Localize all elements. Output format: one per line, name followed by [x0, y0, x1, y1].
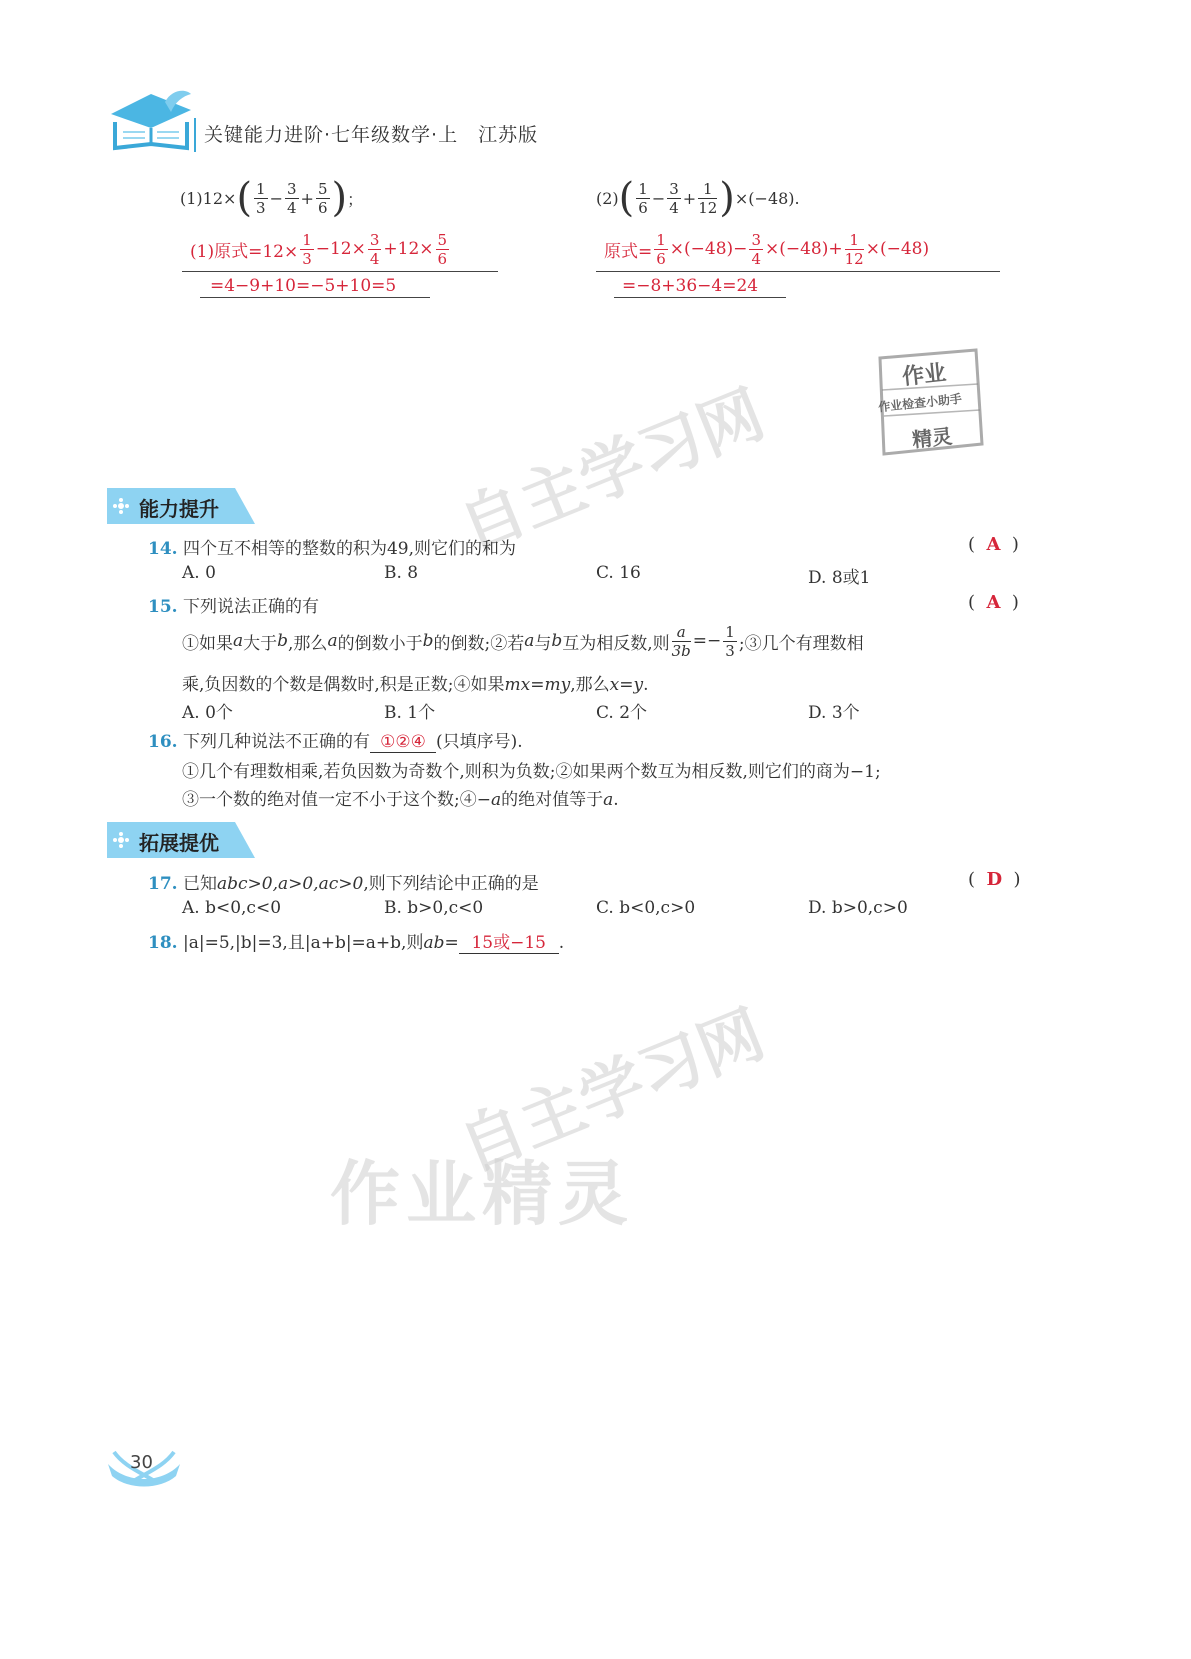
section-title-ability: 能力提升: [139, 497, 219, 521]
q14-stem: 14. 四个互不相等的整数的积为49,则它们的和为: [148, 539, 517, 559]
ex1-label: (1)12×: [180, 188, 237, 208]
ex1-frac-1: $\frac{1}{3}$: [256, 179, 266, 217]
header-divider: [194, 118, 196, 152]
section-title-extension: 拓展提优: [139, 831, 219, 855]
q17-option-c: C. b<0,c>0: [596, 898, 696, 918]
q16-line-1: ①几个有理数相乘,若负因数为奇数个,则积为负数;②如果两个数互为相反数,则它们的商为−1;: [182, 762, 881, 782]
watermark-1: 自主学习网: [450, 377, 775, 566]
ex2-answer-line2: =−8+36−4=24: [622, 276, 759, 296]
q15-option-c: C. 2个: [596, 703, 648, 723]
header-title: 关键能力进阶·七年级数学·上 江苏版: [204, 124, 539, 146]
ex2-answer-rule-2: [614, 297, 786, 298]
section-banner-extension: [107, 822, 247, 858]
ex1-answer-line2: =4−9+10=−5+10=5: [210, 276, 397, 296]
ex2-frac-3: $\frac{1}{12}$: [698, 179, 718, 217]
q17-answer: ( D ): [968, 869, 1021, 890]
stamp: [868, 344, 988, 462]
q14-option-c: C. 16: [596, 563, 641, 583]
stamp-bottom: 精灵: [911, 423, 954, 453]
q15-option-a: A. 0个: [182, 703, 233, 723]
section-banner-ability: [107, 488, 247, 524]
q16-stem: 16. 下列几种说法不正确的有 ①②④ (只填序号).: [148, 732, 523, 752]
header-logo: [105, 88, 200, 154]
ex1-frac-2: $\frac{3}{4}$: [287, 179, 297, 217]
q17-stem: 17. 已知abc>0,a>0,ac>0,则下列结论中正确的是: [148, 874, 539, 894]
q14-option-a: A. 0: [182, 563, 216, 583]
q15-option-d: D. 3个: [808, 703, 860, 723]
q15-line-1: ①如果 a 大于 b ,那么 a 的倒数小于 b 的倒数;②若 a 与 b 互为相反数,则 $\frac{a}{3b}$ =− $\frac{1}{3}$ ;③几个有理数相: [182, 622, 864, 660]
watermark-2: 自主学习网: [450, 997, 775, 1186]
exercise-2: (2) ( $\frac{1}{6}$ − $\frac{3}{4}$ + $\frac{1}{12}$ ) ×(−48).: [596, 175, 800, 221]
q14-option-d: D. 8或1: [808, 568, 871, 588]
q14-answer: ( A ): [968, 534, 1019, 555]
ex2-frac-1: $\frac{1}{6}$: [638, 179, 648, 217]
q14-option-b: B. 8: [384, 563, 419, 583]
q17-option-a: A. b<0,c<0: [182, 898, 282, 918]
ex2-frac-2: $\frac{3}{4}$: [669, 179, 679, 217]
page-number: 30: [130, 1452, 153, 1473]
q17-option-d: D. b>0,c>0: [808, 898, 908, 918]
ex2-answer-line1: 原式= $\frac{1}{6}$ ×(−48)− $\frac{3}{4}$ ×(−48)+ $\frac{1}{12}$ ×(−48): [604, 230, 930, 268]
q15-stem: 15. 下列说法正确的有: [148, 597, 319, 617]
stamp-top: 作业: [901, 360, 948, 391]
exercise-1: (1)12× ( $\frac{1}{3}$ − $\frac{3}{4}$ + $\frac{5}{6}$ ) ；: [180, 175, 364, 221]
stamp-middle: 作业检查小助手: [877, 391, 963, 415]
q15-option-b: B. 1个: [384, 703, 436, 723]
watermark-3: 作业精灵: [330, 1153, 634, 1235]
q16-line-2: ③一个数的绝对值一定不小于这个数;④−a的绝对值等于a.: [182, 790, 619, 810]
ex1-answer-rule-2: [200, 297, 430, 298]
q18-blank: 15或−15: [459, 928, 559, 954]
q15-line-2: 乘,负因数的个数是偶数时,积是正数;④如果mx=my,那么x=y.: [182, 675, 649, 695]
q17-option-b: B. b>0,c<0: [384, 898, 484, 918]
q18-stem: 18. |a|=5,|b|=3,且|a+b|=a+b,则ab= 15或−15 .: [148, 928, 564, 954]
ex1-answer-rule-1: [182, 271, 498, 272]
ex2-answer-rule-1: [596, 271, 1000, 272]
q15-answer: ( A ): [968, 592, 1019, 613]
ex1-frac-3: $\frac{5}{6}$: [317, 179, 328, 217]
ex1-answer-line1: (1)原式=12× $\frac{1}{3}$ −12× $\frac{3}{4}$ +12× $\frac{5}{6}$: [190, 230, 448, 268]
q16-blank: ①②④: [370, 732, 436, 753]
